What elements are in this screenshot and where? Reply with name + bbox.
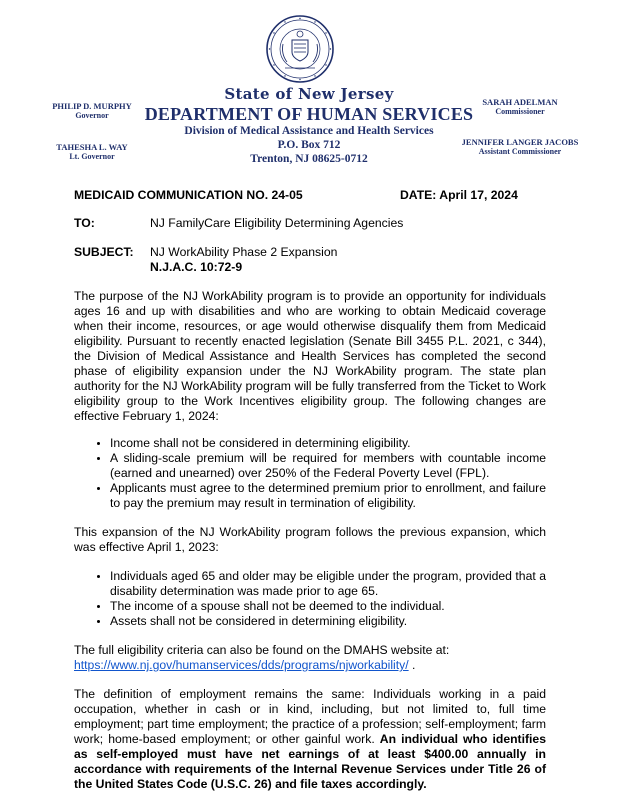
subject-line <box>74 245 546 275</box>
subject-value: NJ WorkAbility Phase 2 Expansion <box>150 245 338 259</box>
governor-block <box>46 101 138 121</box>
criteria-text: The full eligibility criteria can also be found on the DMAHS website at: <box>74 643 450 657</box>
department-name: DEPARTMENT OF HUMAN SERVICES <box>144 104 474 124</box>
lt-governor-block <box>46 142 138 162</box>
official-name: TAHESHA L. WAY <box>56 142 128 152</box>
official-name: SARAH ADELMAN <box>482 97 558 107</box>
communication-number: MEDICAID COMMUNICATION NO. 24-05 <box>74 188 303 202</box>
list-item: • A sliding-scale premium will be required for members with countable income (earned and unearned) over 250% of the Federal Poverty Level (FPL). <box>110 451 546 481</box>
state-seal-icon <box>265 14 335 84</box>
self-employed-requirement: An individual who identifies as self-employed must have net earnings of at least $400.00 annually in accordance with requirements of the Internal Revenue Services under Title 26 of the United States Code (U.S.C. 26) and file taxes accordingly. <box>74 732 546 791</box>
previous-expansion-paragraph: This expansion of the NJ WorkAbility program follows the previous expansion, which was effective April 1, 2023: <box>74 525 546 554</box>
assistant-commissioner-block <box>446 137 594 157</box>
state-title: State of New Jersey <box>224 85 394 103</box>
commissioner-block <box>470 97 570 117</box>
dmahs-website-link[interactable]: https://www.nj.gov/humanservices/dds/programs/njworkability/ <box>74 658 409 672</box>
official-title: Commissioner <box>495 107 545 116</box>
link-suffix: . <box>408 658 416 672</box>
memo-header <box>74 188 546 206</box>
city-address: Trenton, NJ 08625-0712 <box>250 153 368 165</box>
to-value: NJ FamilyCare Eligibility Determining Agencies <box>150 216 404 230</box>
official-title: Governor <box>75 111 109 120</box>
criteria-paragraph <box>74 643 546 673</box>
changes-list <box>74 436 546 511</box>
list-item: • The income of a spouse shall not be deemed to the individual. <box>110 599 546 614</box>
list-item: • Assets shall not be considered in determining eligibility. <box>110 614 546 629</box>
previous-changes-list <box>74 569 546 629</box>
list-item: • Individuals aged 65 and older may be eligible under the program, provided that a disability determination was made prior to age 65. <box>110 569 546 599</box>
division-name: Division of Medical Assistance and Health Services <box>184 125 434 137</box>
official-name: JENNIFER LANGER JACOBS <box>461 137 579 147</box>
to-label: TO: <box>74 216 95 230</box>
employment-text: The definition of employment remains the same: Individuals working in a paid occupation, whether in cash or in kind, including, but not limited to, full time employment; part time employment; the practice of a profession; self-employment; farm work; home-based employment; or other gainful work. <box>74 687 546 746</box>
official-name: PHILIP D. MURPHY <box>52 101 132 111</box>
list-item: • Applicants must agree to the determined premium prior to enrollment, and failure to pay the premium may result in termination of eligibility. <box>110 481 546 511</box>
list-item: • Income shall not be considered in determining eligibility. <box>110 436 546 451</box>
official-title: Lt. Governor <box>69 152 115 161</box>
subject-code: N.J.A.C. 10:72-9 <box>150 260 243 274</box>
subject-label: SUBJECT: <box>74 245 134 259</box>
purpose-paragraph: The purpose of the NJ WorkAbility program is to provide an opportunity for individuals ages 16 and up with disabilities and who are working to obtain Medicaid coverage when their income, resources, or age would otherwise disqualify them from Medicaid eligibility. Pursuant to recently enacted legislation (Senate Bill 3455 P.L. 2021, c 344), the Division of Medical Assistance and Health Services has completed the second phase of eligibility expansion under the NJ WorkAbility program. The state plan authority for the NJ WorkAbility program will be fully transferred from the Ticket to Work eligibility group to the Work Incentives eligibility group. The following changes are effective February 1, 2024: <box>74 289 546 423</box>
memo-date: DATE: April 17, 2024 <box>400 188 518 202</box>
to-line <box>74 216 546 231</box>
po-box: P.O. Box 712 <box>277 139 341 151</box>
employment-definition-paragraph <box>74 687 546 792</box>
memo-body <box>74 188 546 792</box>
official-title: Assistant Commissioner <box>478 147 562 156</box>
